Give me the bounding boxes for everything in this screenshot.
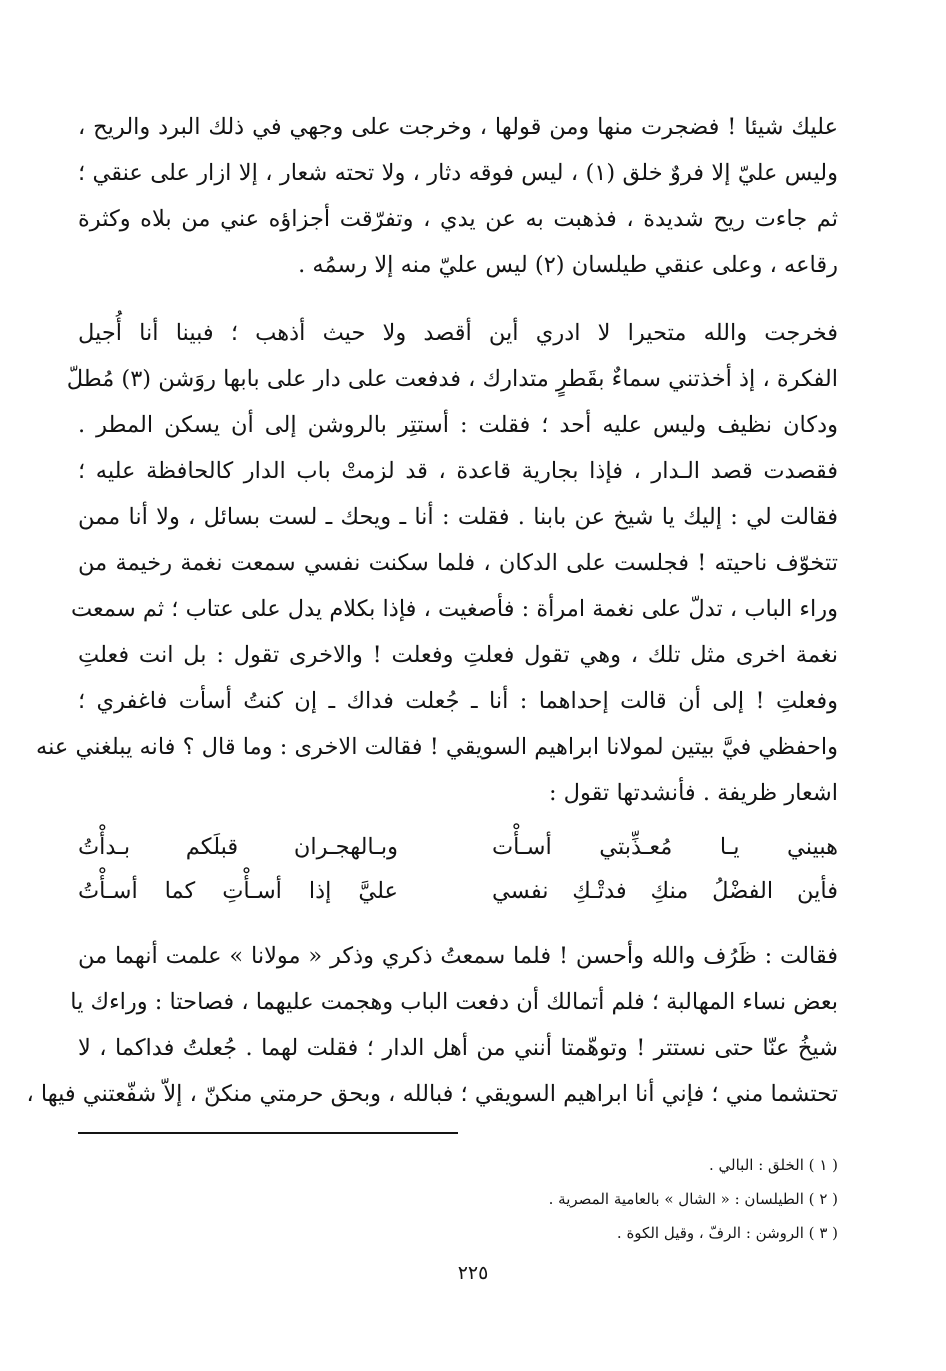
text-line: ثم جاءت ريح شديدة ، فذهبت به عن يدي ، وتفرّقت أجزاؤه عني من بلاه وكثرة bbox=[78, 206, 838, 232]
page-number: ٢٢٥ bbox=[457, 1262, 489, 1284]
text-line: وراء الباب ، تدلّ على نغمة امرأة : فأصغيت ، فإذا بكلام يدل على عتاب ؛ ثم سمعت bbox=[70, 596, 838, 622]
poem-verse bbox=[78, 825, 838, 869]
text-line: واحفظي فيَّ بيتين لمولانا ابراهيم السويقي ! فقالت الاخرى : وما قال ؟ فانه يبلغني عنه bbox=[36, 734, 838, 760]
poem-verse bbox=[78, 869, 838, 913]
text-line: بعض نساء المهالبة ؛ فلم أتمالك أن دفعت الباب وهجمت عليهما ، فصاحتا : وراءك يا bbox=[70, 989, 838, 1015]
poem-hemistich-first: هبيني يـا مُعـذِّبتي أسـأْت bbox=[492, 834, 838, 860]
footnote: ( ٣ ) الروشن : الرفّ ، وقيل الكوة . bbox=[616, 1224, 838, 1242]
paragraph-3 bbox=[26, 933, 838, 1117]
text-line: وليس عليّ إلا فروٌ خلق (١) ، ليس فوقه دثار ، ولا تحته شعار ، إلا ازار على عنقي ؛ bbox=[78, 160, 838, 186]
poem-hemistich-second: وبـالهجـران قبلَكم بـدأْتُ bbox=[78, 834, 398, 860]
text-line: ودكان نظيف وليس عليه أحد ؛ فقلت : أستتِر بالروشن إلى أن يسكن المطر . bbox=[78, 412, 838, 438]
text-line: فقصدت قصد الـدار ، فإذا بجارية قاعدة ، قد لزمتْ باب الدار كالحافظة عليه ؛ bbox=[78, 458, 838, 484]
paragraph-1 bbox=[78, 104, 838, 288]
text-line: اشعار ظريفة . فأنشدتها تقول : bbox=[548, 780, 838, 806]
poem-hemistich-first: فأين الفضْلُ منكِ فدتْـكِ نفسي bbox=[492, 878, 838, 904]
text-line: شيخُ عنّا حتى نستتر ! وتوهّمتا أنني من أهل الدار ؛ فقلت لهما . جُعلتُ فداكما ، لا bbox=[78, 1035, 838, 1061]
text-line: فقالت : ظَرُف والله وأحسن ! فلما سمعتُ ذكري وذكر « مولانا » علمت أنهما من bbox=[78, 943, 838, 969]
text-line: فخرجت والله متحيرا لا ادري أين أقصد ولا حيث أذهب ؛ فبينا أنا أُجيل bbox=[78, 320, 838, 346]
text-line: رقاعه ، وعلى عنقي طيلسان (٢) ليس عليّ منه إلا رسمُه . bbox=[298, 252, 838, 278]
footnote-divider bbox=[78, 1132, 458, 1134]
footnotes bbox=[380, 1148, 838, 1250]
footnote: ( ٢ ) الطيلسان : « الشال » بالعامية المصرية . bbox=[548, 1190, 838, 1208]
text-line: فقالت لي : إليك يا شيخ عن بابنا . فقلت : أنا ـ ويحك ـ لست بسائل ، ولا أنا ممن bbox=[78, 504, 838, 530]
paragraph-2 bbox=[36, 310, 838, 816]
text-line: الفكرة ، إذ أخذتني سماءٌ بقَطرٍ متدارك ، فدفعت على دار على بابها روَشن (٣) مُطلّ bbox=[66, 366, 838, 392]
poem bbox=[78, 825, 838, 913]
footnote: ( ١ ) الخلق : البالي . bbox=[708, 1156, 838, 1174]
text-line: تتخوّف ناحيته ! فجلست على الدكان ، فلما سكنت نفسي سمعت نغمة رخيمة من bbox=[78, 550, 838, 576]
text-line: عليك شيئا ! فضجرت منها ومن قولها ، وخرجت على وجهي في ذلك البرد والريح ، bbox=[78, 114, 838, 140]
poem-hemistich-second: عليَّ إذا أسـأْتِ كما أسـأْتُ bbox=[78, 878, 398, 904]
text-line: نغمة اخرى مثل تلك ، وهي تقول فعلتِ وفعلت ! والاخرى تقول : بل انت فعلتِ bbox=[78, 642, 838, 668]
text-line: تحتشما مني ؛ فإني أنا ابراهيم السويقي ؛ فبالله ، وبحق حرمتي منكنّ ، إلاّ شفّعتني فيها ، bbox=[26, 1081, 838, 1107]
text-line: وفعلتِ ! إلى أن قالت إحداهما : أنا ـ جُعلت فداك ـ إن كنتُ أسأت فاغفري ؛ bbox=[78, 688, 838, 714]
